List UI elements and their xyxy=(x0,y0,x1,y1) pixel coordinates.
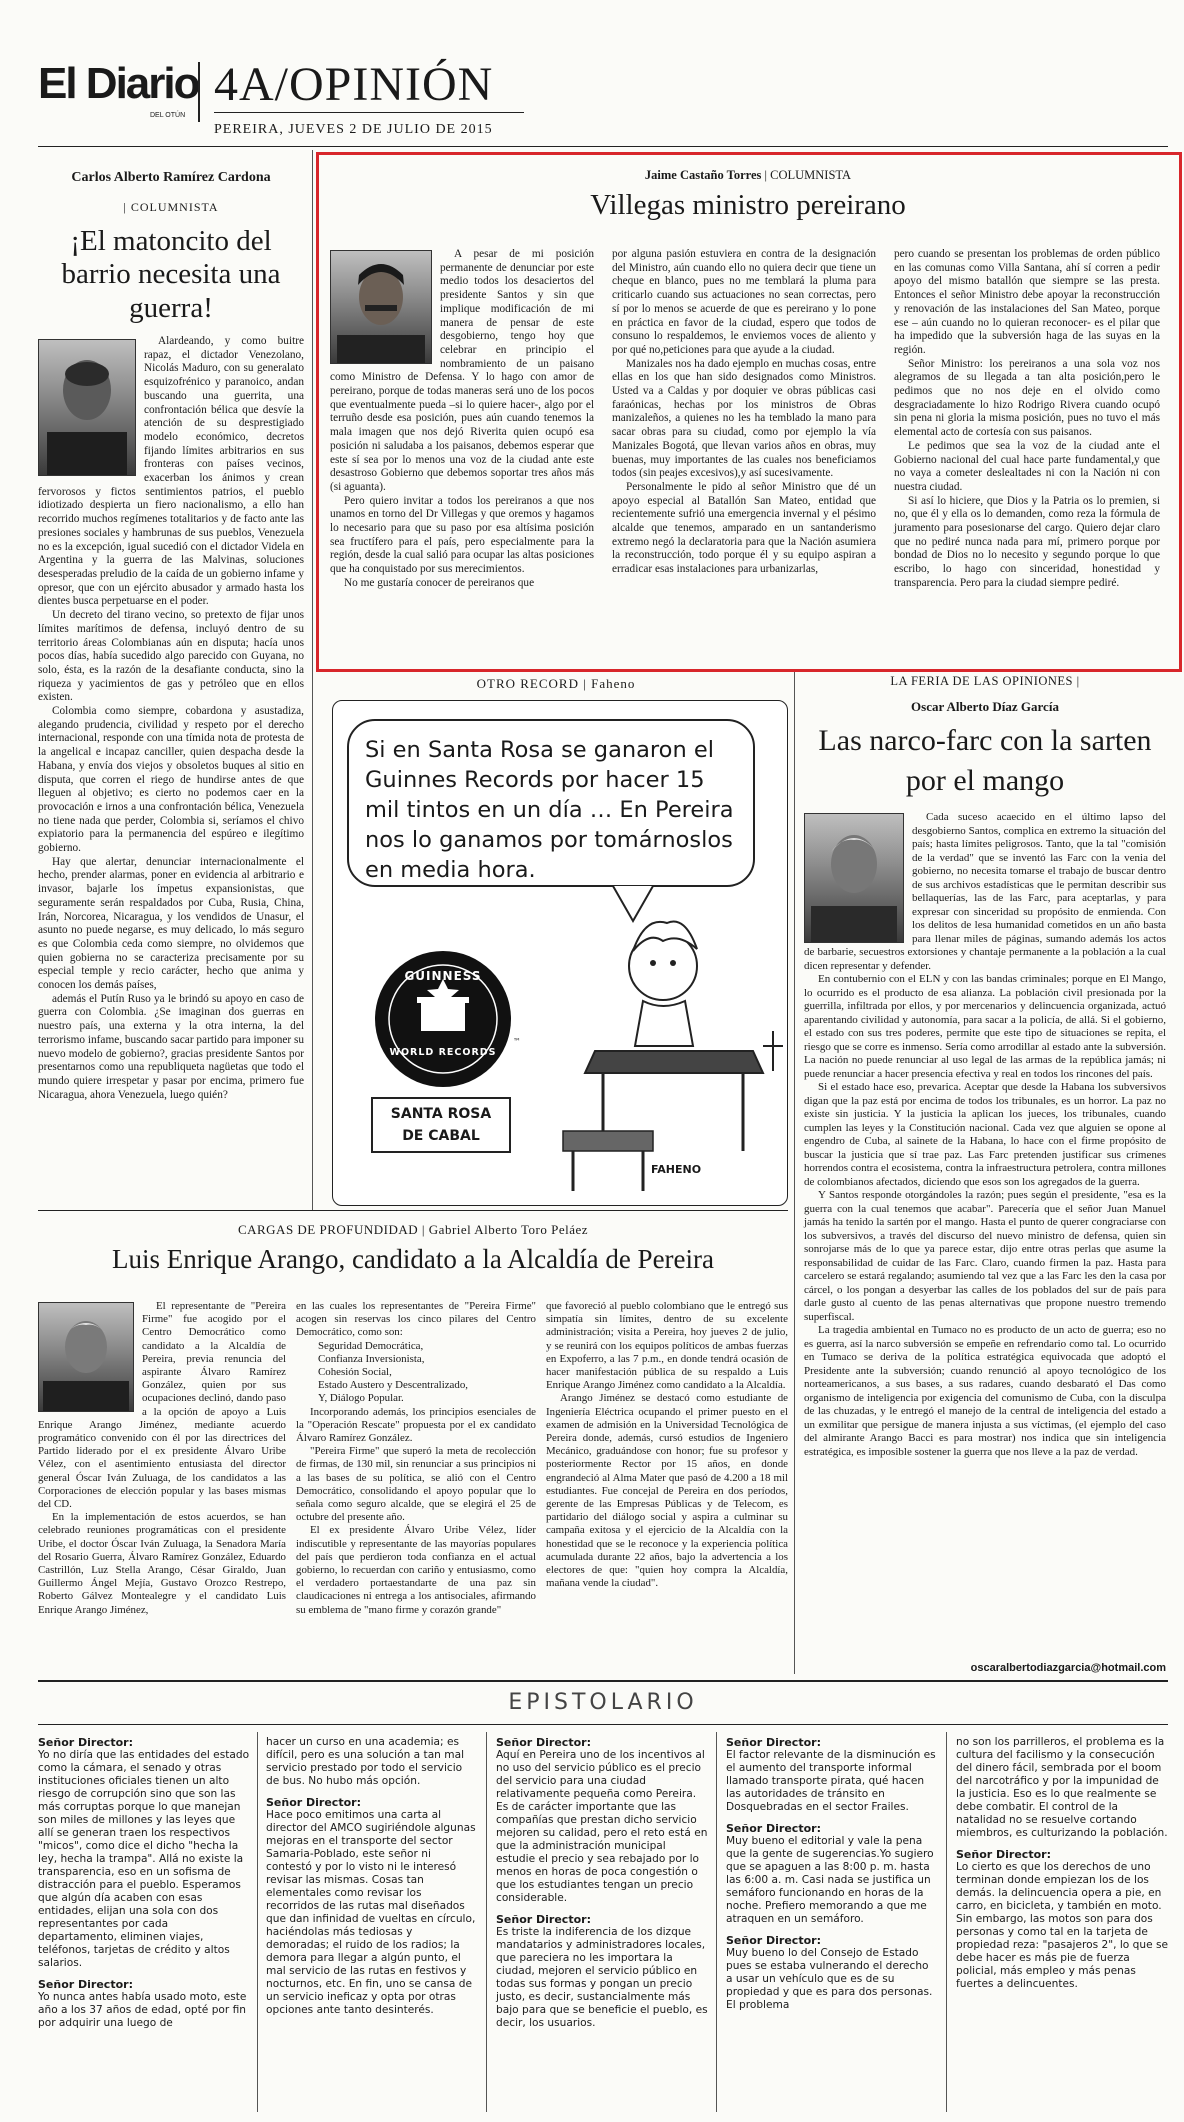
letters-column-4 xyxy=(726,1728,938,2012)
column-divider xyxy=(946,1732,947,2112)
letter-body: no son los parrilleros, el problema es la cultura del facilismo y la consecución del dinero fácil, sembrada por el boom del narcotráfico y por la impunidad de la justicia. Eso es lo que realmente se debe combatir. El control de la natalidad no se resuelve cortando miembros, es culturizando la población. xyxy=(956,1736,1168,1839)
left-article-body xyxy=(38,335,304,1102)
epistolario-title: EPISTOLARIO xyxy=(508,1690,698,1715)
newspaper-logo-subtitle: DEL OTÚN xyxy=(150,112,186,119)
letter-salutation: Señor Director: xyxy=(726,1736,821,1749)
letter-body: El factor relevante de la disminución es el aumento del transporte informal llamado transporte pirata, qué hacen las autoridades de tránsito en Dosquebradas en el sector Frailes. xyxy=(726,1749,936,1813)
cartoon-speech-bubble: Si en Santa Rosa se ganaron el Guinnes Records por hacer 15 mil tintos en un día … En Pereira nos lo ganamos por tomárnoslos en media hora. xyxy=(347,719,755,887)
feature-article-lead: A pesar de mi posición permanente de denunciar por este medio todos los desaciertos del presidente Santos y sin que implique modificación de mi manera de pensar de este desgobierno, tengo hoy que celebrar en principio el nombramiento de un paisano como Ministro de Defensa. Y lo hago con amor de pereirano, porque de todas maneras será uno de los pocos que eventualmente pueda –si lo quiere hacer-, algo por el terruño desde esa posición, pues aún cuando tenemos la mala imagen que nos dejó Riverita quien ocupó esa posición ni saludaba a los paisanos, debemos esperar que este sí sea por lo menos una voz de la ciudad ante este desastroso Gobierno que debemos soportar tres años más (si aguanta). xyxy=(330,248,594,493)
masthead-divider xyxy=(198,62,200,122)
left-article-paragraph: Colombia como siempre, cobardona y asustadiza, alegando prudencia, civilidad y respeto por el derecho internacional, responde con una tímida nota de protesta de la angelical e incapaz canciller, quien despacha desde la Habana, y envía dos viejos y obsoletos buques al sitio en disputa, que corren el riego de hundirse antes de que lleguen al objetivo; es cierto no podemos caer en la provocación e irnos a una confrontación bélica, Venezuela no tiene nada que perder, Colombia si, seríamos el chivo expiatorio para la permanencia del espúreo e ilegítimo gobierno. xyxy=(38,705,304,855)
cartoon-caption-box xyxy=(371,1097,511,1153)
bottom-article-lead: El representante de "Pereira Firme" fue acogido por el Centro Democrático como candidato a la Alcaldía de Pereira, previa renuncia del aspirante Álvaro Ramírez González, quien por sus ocupaciones declinó, dando paso a la opción de apoyo a Luis Enrique Arango Jiménez, mediante acuerdo programático convenido con él por las directrices del Partido liderado por el ex presidente Álvaro Uribe Vélez, con el asentimiento entusiasta del director general Óscar Iván Zuluaga, de los candidatos a las Corporaciones de elección popular y las bases mismas del CD. xyxy=(38,1300,286,1511)
feature-article-byline xyxy=(330,168,1166,183)
author-photo xyxy=(330,250,432,364)
feature-article-author: Jaime Castaño Torres xyxy=(644,168,762,182)
bottom-article-headline: Luis Enrique Arango, candidato a la Alcaldía de Pereira xyxy=(111,1244,715,1274)
letter-salutation: Señor Director: xyxy=(726,1822,821,1835)
feature-article-column-3 xyxy=(894,248,1160,591)
letters-column-5 xyxy=(956,1728,1168,1991)
guinness-seal-top-text: GUINNESS xyxy=(404,969,482,983)
right-article-body xyxy=(804,811,1166,1459)
letter-body: Yo no diría que las entidades del estado como la cámara, el senado y otras instituciones oficiales tienen un alto riesgo de corrupción sino que son las más corruptas porque lo que manejan son miles de millones y las leyes que allí se generan traen los respectivos "micos", como dice el dicho "hecha la ley, hecha la trampa". Allá no existe la transparencia, eso en un sofisma de distracción para el pueblo. Esperamos que algún día acaben con esas entidades, elijan una sola con dos representantes por cada departamento, eliminen viajes, teléfonos, tarjetas de crédito y altos salarios. xyxy=(38,1749,250,1969)
epistolario-title-rule xyxy=(38,1724,1168,1725)
letter-salutation: Señor Director: xyxy=(38,1736,133,1749)
bottom-article-paragraph: "Pereira Firme" que superó la meta de recolección de firmas, de 130 mil, sin renunciar a sus principios ni a las bases de su política, se alió con el Centro Democrático, consolidando el apoyo popular que lo señala como seguro alcalde, que se elegirá el 25 de octubre del presente año. xyxy=(296,1445,536,1524)
letter-salutation: Señor Director: xyxy=(496,1913,591,1926)
bottom-article-paragraph: que favoreció al pueblo colombiano que le entregó sus simpatía sin límites, dentro de su excelente administración; visita a Pereira, hoy jueves 2 de julio, y se reunirá con los equipos políticos de ambas fuerzas en Expoferro, a las 7 p.m., en donde tendrá ocasión de hacer manifestación pública de su respaldo a Luis Enrique Arango Jiménez como candidato a la Alcaldía. xyxy=(546,1300,788,1392)
feature-article-role: | COLUMNISTA xyxy=(764,168,852,182)
epistolario-top-rule xyxy=(38,1680,1168,1682)
left-article-author: Carlos Alberto Ramírez Cardona xyxy=(71,170,271,185)
column-divider xyxy=(486,1732,487,2112)
letter-salutation: Señor Director: xyxy=(726,1934,821,1947)
letter-salutation: Señor Director: xyxy=(496,1736,591,1749)
left-article-paragraph: además el Putín Ruso ya le brindó su apoyo en caso de guerra con Colombia. ¿Se imaginan dos guerras en nuestro país, una externa y la otra interna, la del terrorismo infame, buscando sacar partido para imponer su nuevo modelo de gobierno?, gracias presidente Santos por presentarnos como una republiqueta nagüetas que todo el mundo quiere irrespetar y pasar por encima, primero fue Nicaragua, ahora Venezuela, luego quién? xyxy=(38,992,305,1101)
feature-article-paragraph: Señor Ministro: los pereiranos a una sola voz nos alegramos de su llegada a tan alta posición,pero le pedimos que no nos deje en el olvido como desgraciadamente lo hizo Rodrigo Rivera cuando ocupó sin pena ni gloria la misma posición, pues no tuvo el más elemental acto de cortesía con sus paisanos. xyxy=(894,357,1160,439)
author-photo xyxy=(38,339,136,476)
feature-article-paragraph: Pero quiero invitar a todos los pereiranos a que nos unamos en torno del Dr Villegas y que oremos y hagamos lo necesario para que su paso por esa altísima posición sea fructífero para el país, pero especialmente para la región, desde la cual salió para ocupar las altas posiciones que ha conquistado por sus merecimientos. xyxy=(330,494,594,576)
right-article-paragraph: Si el estado hace eso, prevarica. Aceptar que desde la Habana los subversivos digan que la paz está por encima de todos los tribunales, es un horror. La paz no existe sin justicia. Y la justicia la aplican los jueces, los tribunales, cuando cumplen las leyes y la Constitución nacional. Cada vez que alguien se opone al engendro de Cuba, al sainete de la Habana, lo hace con el firme propósito de buscar la justicia que sí trae paz. Las Farc pretenden justificar sus crímenes horrendos contra el ecosistema, contra la infraestructura petrolera, contra millones de colombianos afectados, diciendo que esos son los agregados de la guerra. xyxy=(804,1081,1166,1188)
date-line: PEREIRA, JUEVES 2 DE JULIO DE 2015 xyxy=(214,122,493,137)
cartoon-header: OTRO RECORD | Faheno xyxy=(476,676,636,691)
left-article-headline: ¡El matoncito del barrio necesita una guerra! xyxy=(61,225,281,324)
cartoon-caption-line: DE CABAL xyxy=(402,1128,480,1144)
pillar-item: Y, Diálogo Popular. xyxy=(318,1392,404,1405)
right-article-paragraph: En contubernio con el ELN y con las bandas criminales; porque en El Mango, lo ocurrido es el producto de esa alianza. La población civil presionada por la guerrilla, infiltrada por ellos, y por mercenarios y delincuencia organizada, actuó aparentando civilidad y autonomía, para sacar a la policía, de allá. Si el gobierno, el estado con sus tres poderes, permite que este tipo de situaciones se repita, el riesgo que se corre es inmenso. Sería como arrodillar al estado ante la subversión. La nación no puede renunciar al uso legal de las armas de la república jamás; ni puede renunciar a hacer presencia efectiva y real en todos los rincones del país. xyxy=(804,973,1166,1080)
column-divider xyxy=(312,150,313,1210)
author-photo xyxy=(804,813,904,943)
letters-column-2 xyxy=(266,1728,478,2017)
letter-body: Lo cierto es que los derechos de uno terminan donde empiezan los de los demás. la delincuencia opera a pie, en carro, en bicicleta, y también en moto. Sin embargo, las motos son para dos personas y como tal en la tarjeta de propiedad reza: "pasajeros 2", lo que se debe hacer es más pie de fuerza policial, más empleo y más penas fuertes a delincuentes. xyxy=(956,1861,1169,1990)
section-title: 4A/OPINIÓN xyxy=(214,58,494,111)
right-article-headline: Las narco-farc con la sarten por el mango xyxy=(818,724,1152,797)
feature-article-paragraph: No me gustaría conocer de pereiranos que xyxy=(344,576,535,589)
left-article-role: | COLUMNISTA xyxy=(123,200,219,214)
letters-column-3 xyxy=(496,1728,708,2030)
bottom-article-column-2 xyxy=(296,1300,536,1617)
column-divider xyxy=(257,1732,258,2112)
letters-column-1 xyxy=(38,1728,250,2030)
cartoon-caption-line: SANTA ROSA xyxy=(390,1106,492,1122)
right-article xyxy=(804,674,1166,1459)
feature-article-headline: Villegas ministro pereirano xyxy=(590,189,906,221)
letter-body: Aquí en Pereira uno de los incentivos al no uso del servicio público es el precio del servicio para una ciudad relativamente pequeña como Pereira. Es de carácter importante que las compañías que prestan dicho servicio mejoren su calidad, pero el reto está en que la administración municipal estudie el precio y sea rebajado por lo menos en horas de poca congestión o que los estudiantes tengan un precio considerable. xyxy=(496,1749,708,1904)
feature-article-column-2 xyxy=(612,248,876,577)
feature-article-paragraph: Si así lo hiciere, que Dios y la Patria os lo premien, si no, que él y ella os lo demanden, como reza la fórmula de juramento para posesionarse del cargo. Quiero dejar claro que no pediré nunca nada para mí, primero porque por bondad de Dios no lo necesito y segundo porque lo que escribo, lo hago con sinceridad, honestidad y transparencia. Pero para la ciudad siempre pediré. xyxy=(894,494,1160,589)
letter-body: Muy bueno el editorial y vale la pena que la gente de sugerencias.Yo sugiero que se apaguen a las 8:00 p. m. hasta las 6:00 a. m. Casi nada se justifica un semáforo funcionando en horas de la noche. Prefiero memorando a que me atraquen en un semáforo. xyxy=(726,1835,934,1925)
letter-salutation: Señor Director: xyxy=(956,1848,1051,1861)
guinness-seal-bottom-text: WORLD RECORDS xyxy=(389,1047,497,1058)
letter-body: Yo nunca antes había usado moto, este año a los 37 años de edad, opté por fin por adquirir una luego de xyxy=(38,1991,247,2029)
pillar-item: Cohesión Social, xyxy=(318,1366,392,1379)
letter-salutation: Señor Director: xyxy=(266,1796,361,1809)
guinness-trademark: ™ xyxy=(513,1037,521,1046)
right-article-author: Oscar Alberto Díaz García xyxy=(911,699,1059,714)
masthead-underline xyxy=(214,112,524,113)
pillar-item: Estado Austero y Descentralizado, xyxy=(318,1379,469,1392)
right-article-lead: Cada suceso acaecido en el último lapso del desgobierno Santos, complica en extremo la situación del país; hasta límites peligrosos. Tanto, que la tal "comisión de la verdad" que se inventó las Farc con la venia del gobierno, no necesita tomarse el trabajo de buscar dentro de sus archivos estadísticas que le permitan describir sus bellaquerías, las de las Farc, para aceptarlas, y para expresar con sinceridad su propósito de enmienda. Con los delitos de lesa humanidad cometidos en un año basta para llenar miles de páginas, sumando además los actos de barbarie, secuestros extorsiones y chantaje permanente a la población a la cual dicen representar y defender. xyxy=(804,811,1166,972)
left-article-paragraph: Un decreto del tirano vecino, so pretexto de fijar unos límites marítimos de defensa, incluyó dentro de su territorio áreas Colombianas aún en disputa; hacía unos pocos días, había sucedido algo parecido con Guyana, no solo, ésta, es la razón de la desafiante conducta, sino la riqueza y yacimientos de gas y petróleo que en ellos existen. xyxy=(38,609,304,704)
feature-article-paragraph: pero cuando se presentan los problemas de orden público en las comunas como Villa Santana, ahí sí corren a pedir apoyo del mismo batallón que siempre se las presta. Entonces el señor Ministro debe apoyar la reconstrucción y renovación de las instalaciones del San Mateo, porque ese – aún cuando no lo quieran reconocer- es el pilar que ha impedido que la subversión haga de las suyas en la región. xyxy=(894,248,1160,356)
left-article xyxy=(38,156,304,1102)
bottom-article-column-3 xyxy=(546,1300,788,1590)
column-divider xyxy=(794,672,795,1674)
letter-body: Muy bueno lo del Consejo de Estado pues se estaba vulnerando el derecho a usar un vehículo que es de su propiedad y que es para dos personas. El problema xyxy=(726,1947,933,2011)
letter-body: Hace poco emitimos una carta al director del AMCO sugiriéndole algunas mejoras en el transporte del sector Samaria-Poblado, este señor ni contestó y por lo visto ni le interesó revisar las mismas. Cosas tan elementales como revisar los recorridos de las rutas mal diseñados que dan infinidad de vueltas en círculo, haciéndolas más tediosas y demoradas; el ruido de los radios; la demora para llegar a algún punto, el mal servicio de las rutas en festivos y nocturnos, etc. En fin, uno se cansa de un servicio ineficaz y opta por otras opciones ante tanto desinterés. xyxy=(266,1809,476,2016)
cartoonist-signature: FAHENO xyxy=(651,1163,702,1176)
left-article-lead: Alardeando, y como buitre rapaz, el dictador Venezolano, Nicolás Maduro, con su generalato esquizofrénico y paranoico, andan buscando una guerrita, una confrontación bélica que desvíe la atención de su desprestigiado modelo económico, decretos fijando límites arbitrarios en sus fronteras con países vecinos, exacerban los ánimos y crean fervorosos y fictos sentimientos patrios, el pueblo idiotizado despierta un fiero nacionalismo, a ello han recorrido muchos regímenes totalitarios y de facto ante las presiones sociales y hambrunas de sus pueblos, Venezuela no es la excepción, igual sucedió con el dictador Videla en Argentina y la guerra de las Malvinas, soluciones desesperadas preludio de la caída de un gobierno infame y opresor, que con un ejército abusador y armado hasta los dientes busca perpetuarse en el poder. xyxy=(38,335,304,608)
author-email: oscaralbertodiazgarcia@hotmail.com xyxy=(970,1662,1166,1674)
feature-article-paragraph: por alguna pasión estuviera en contra de la designación del Ministro, aún cuando ello no quiera decir que tiene un cheque en blanco, pues no me temblará la pluma para criticarlo cuando sus actuaciones no sean correctas, pero sí por lo menos se acuerde de que es pereirano y lo pone en práctica en favor de la ciudad, espero que todos de consuno lo respaldemos, le enviemos voces de aliento y por qué no,peticiones para que ayude a la ciudad. xyxy=(612,248,876,356)
right-article-paragraph: Y Santos responde otorgándoles la razón; pues según el presidente, "esa es la guerra con la cual tenemos que acabar". Parecería que el señor Juan Manuel jamás ha tenido la sartén por el mango. Hasta el punto de querer congraciarse con los subversivos, a través del discurso del nuevo ministro de defensa, quien sin sonrojarse más de lo que ya parece estar, dijo entre otras perlas que asume la responsabilidad de cuidar de las Farc. Claro, cuando firmen la paz. Hasta para carcelero se estará regalando; asumiendo tal vez que a las Farc les den la casa por cárcel, o los pongan a desyerbar las calles de los poblados del sur de país para darle gusto al cuento de las penas alternativas que propone nuestro tremendo superfiscal. xyxy=(804,1189,1166,1323)
bottom-article-rubric: CARGAS DE PROFUNDIDAD | Gabriel Alberto Toro Peláez xyxy=(237,1222,589,1237)
column-divider xyxy=(716,1732,717,2112)
letter-body: Es triste la indiferencia de los dizque mandatarios y administradores locales, que pareciera no les importara la ciudad, mejoren el servicio público en todas sus formas y pongan un precio justo, es decir, sustancialmente más bajo para que se beneficie el pueblo, es decir, los usuarios. xyxy=(496,1926,708,2029)
candidate-photo xyxy=(38,1302,134,1412)
pillar-list xyxy=(296,1340,536,1406)
bottom-article xyxy=(38,1222,788,1616)
feature-article-paragraph: Le pedimos que sea la voz de la ciudad ante el Gobierno nacional del cual hace parte fundamental,y que no vaya a cometer deslealtades ni con la Nación ni con nuestra ciudad. xyxy=(894,439,1160,493)
pillar-item: Confianza Inversionista, xyxy=(318,1352,425,1365)
feature-article xyxy=(330,168,1166,589)
bottom-article-paragraph: en las cuales los representantes de "Pereira Firme" acogen sin reservas los cinco pilares del Centro Democrático, como son: xyxy=(296,1300,536,1339)
bottom-article-column-1 xyxy=(38,1300,286,1617)
left-article-paragraph: Hay que alertar, denunciar internacionalmente el hecho, prender alarmas, poner en evidencia al arbitrario e invasor, bajarle los ímpetus expansionistas, que seguramente serán respaldados por Cuba, Rusia, China, Irán, Norcorea, Nicaragua, y los vendidos de Unasur, el asunto no puede negarse, es muy delicado, lo más seguro es que Colombia ceda como siempre, no olvidemos que quien gobierna no se caracteriza precisamente por su especial temple y recio carácter, hecho que anima y conocen los demás países, xyxy=(38,855,304,992)
bottom-article-paragraph: En la implementación de estos acuerdos, se han celebrado reuniones programáticas con el presidente Uribe, el doctor Óscar Iván Zuluaga, la Senadora María del Rosario Guerra, Álvaro Ramírez González, Eduardo Castrillón, Luz Stella Arango, César Giraldo, Juan Guillermo Ángel Mejía, Gustavo Orozco Restrepo, Roberto Gálvez Montealegre y el candidato Luis Enrique Arango Jiménez, xyxy=(38,1511,286,1616)
bottom-article-paragraph: El ex presidente Álvaro Uribe Vélez, líder indiscutible y representante de las mayorías populares del país que perdieron toda confianza en el actual gobierno, lo recuerdan con cariño y entusiasmo, como el verdadero portaestandarte de una paz sin claudicaciones ni entrega a los antisociales, afirmando su emblema de "mano firme y corazón grande" xyxy=(296,1524,536,1616)
letter-body: hacer un curso en una academia; es difícil, pero es una solución a tan mal servicio prestado por todo el servicio de bus. No hubo más opción. xyxy=(266,1736,465,1787)
feature-article-paragraph: Manizales nos ha dado ejemplo en muchas cosas, entre ellas en los que han sido designados como Ministros. Usted va a Caldas y por doquier ve obras públicas casi faraónicas, hechas por los ministros de Obras manizaleños, a quienes no les ha temblado la mano para sacar obras para su ciudad, como por ejemplo la vía Manizales Bogotá, que llevan varios años en obras, muy buenas, muy importantes de las cuales nos beneficiamos todos (sin peajes excesivos),y así sucesivamente. xyxy=(612,357,876,480)
bottom-article-paragraph: Arango Jiménez se destacó como estudiante de Ingeniería Eléctrica ocupando el primer puesto en el examen de admisión en la Universidad Tecnológica de Pereira donde, además, cursó estudios de Ingeniero Mecánico, graduándose con honor; fue su profesor y posteriormente Rector por 15 años, en donde engrandeció al Alma Mater que pasó de 4.200 a 18 mil estudiantes. Fue concejal de Pereira en dos períodos, gerente de las Empresas Públicas y de Telecom, es partidario del diálogo social y aspira a culminar su campaña exitosa y el ejercicio de la Alcaldía con la honestidad que se le reconoce y la experiencia política acumulada durante 22 años, bajo la advertencia a los electores de que: "quien hoy compra la Alcaldía, mañana vende la ciudad". xyxy=(546,1392,788,1590)
masthead-bottom-rule xyxy=(38,146,1168,147)
right-article-paragraph: La tragedia ambiental en Tumaco no es producto de un acto de guerra; eso no es guerra, así la narco subversión se empeñe en refrendario como tal. Lo ocurrido en Tumaco se deriva de la política estratégica equivocada que adoptó el Presidente ante la subversión; cuando renunció al apoyo tecnológico de los norteamericanos, a sus bases, a sus radares, cuando desbarató el Das como organismo de inteligencia por exigencia del comunismo de Cuba, con la disculpa de las chuzadas, y le entregó el manejo de la central de inteligencia del estado a un exmilitar que persigue de manera injusta a sus víctimas, (el ejemplo del caso del almirante Arango Bacci es para mostrar) nos indica que sin inteligencia estratégica, es imposible sostener la guerra que nos lleve a la paz de verdad. xyxy=(804,1324,1166,1458)
bottom-article-paragraph: Incorporando además, los principios esenciales de la "Operación Rescate" propuesta por el ex candidato Álvaro Ramírez González. xyxy=(296,1405,536,1445)
pillar-item: Seguridad Democrática, xyxy=(318,1339,424,1352)
newspaper-logo: El Diario xyxy=(38,59,199,108)
right-article-rubric: LA FERIA DE LAS OPINIONES | xyxy=(890,674,1080,688)
feature-article-paragraph: Personalmente le pido al señor Ministro que dé un apoyo especial al Batallón San Mateo, entidad que recientemente sufrió una emergencia invernal y el pésimo alcalde que tenemos, amparado en un santanderismo extremo negó la declaratoria para que la Nación asumiera la reconstrucción, todo porque él y su equipo aspiran a erradicar esas instalaciones para urbanizarlas, xyxy=(612,480,876,576)
section-rule xyxy=(38,1210,788,1211)
letter-salutation: Señor Director: xyxy=(38,1978,133,1991)
feature-article-column-1 xyxy=(330,248,594,591)
cartoon-panel xyxy=(332,700,788,1206)
